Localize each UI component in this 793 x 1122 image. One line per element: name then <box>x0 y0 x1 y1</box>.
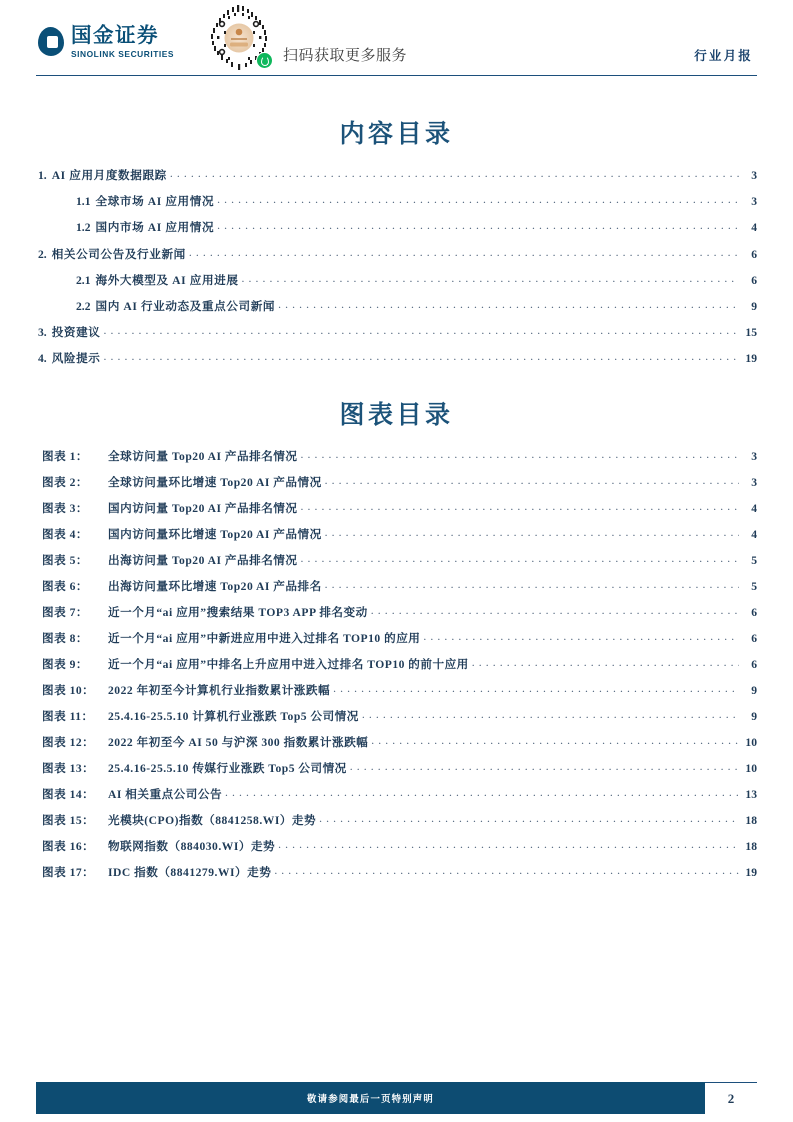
figure-leader-dots <box>423 631 739 641</box>
figure-entry-label: 全球访问量环比增速 Top20 AI 产品情况 <box>108 475 322 489</box>
figure-entry-page: 13 <box>745 787 757 801</box>
toc-entry-page: 6 <box>751 273 757 287</box>
company-logo <box>38 26 174 58</box>
page-header <box>0 0 793 78</box>
toc-leader-dots <box>189 247 739 257</box>
toc-entry-number: 3. <box>38 326 47 340</box>
toc-entry-page: 6 <box>751 247 757 261</box>
figure-entry-key: 图表 4： <box>42 527 88 541</box>
figure-entry-label: 25.4.16-25.5.10 计算机行业涨跌 Top5 公司情况 <box>108 709 359 723</box>
toc-entry-number: 2.2 <box>76 299 91 313</box>
figure-entry-page: 5 <box>751 579 757 593</box>
figure-entry-key: 图表 16： <box>42 839 95 853</box>
figure-entry-label: 国内访问量环比增速 Top20 AI 产品情况 <box>108 527 322 541</box>
figure-leader-dots <box>472 657 739 667</box>
figure-entry-label: 全球访问量 Top20 AI 产品排名情况 <box>108 449 298 463</box>
figure-entry-page: 10 <box>745 735 757 749</box>
figure-leader-dots <box>325 475 739 485</box>
figure-entry[interactable] <box>36 659 757 671</box>
toc-leader-dots <box>242 273 739 283</box>
figure-entry[interactable] <box>36 815 757 827</box>
figure-entry-label: IDC 指数（8841279.WI）走势 <box>108 865 272 879</box>
toc-entry-label: 相关公司公告及行业新闻 <box>51 247 186 261</box>
toc-entry[interactable] <box>36 222 757 234</box>
figure-leader-dots <box>300 501 739 511</box>
figure-entry[interactable] <box>36 711 757 723</box>
toc-leader-dots <box>278 299 739 309</box>
figure-leader-dots <box>225 787 739 797</box>
toc-entry[interactable] <box>36 275 757 287</box>
qr-code-icon[interactable] <box>204 3 274 73</box>
footer-page-box <box>705 1082 757 1115</box>
toc-entry-number: 1.2 <box>76 221 91 235</box>
figure-leader-dots <box>325 579 739 589</box>
figure-entry-key: 图表 8： <box>42 631 88 645</box>
figure-entry-page: 3 <box>751 475 757 489</box>
toc-leader-dots <box>217 220 739 230</box>
footer-disclaimer: 敬请参阅最后一页特别声明 <box>307 1095 434 1105</box>
page-content <box>36 78 757 893</box>
toc-entry-page: 3 <box>751 195 757 209</box>
figure-entry-key: 图表 6： <box>42 579 88 593</box>
qr-caption: 扫码获取更多服务 <box>283 46 408 64</box>
figure-leader-dots <box>371 605 739 615</box>
toc-entry[interactable] <box>36 353 757 365</box>
sinolink-mark-icon <box>38 27 64 56</box>
figure-entry-key: 图表 3： <box>42 501 88 515</box>
figure-entry-page: 6 <box>751 657 757 671</box>
figure-entry[interactable] <box>36 737 757 749</box>
toc-entry-number: 2.1 <box>76 273 91 287</box>
figure-entry-key: 图表 15： <box>42 813 95 827</box>
figure-entry-page: 9 <box>751 683 757 697</box>
toc-entry-label: 投资建议 <box>51 326 101 340</box>
figure-leader-dots <box>319 813 739 823</box>
figure-entry[interactable] <box>36 763 757 775</box>
header-divider <box>36 75 757 76</box>
figure-entry-key: 图表 12： <box>42 735 95 749</box>
toc-entry[interactable] <box>36 301 757 313</box>
toc-leader-dots <box>170 168 739 178</box>
toc-entry-label: AI 应用月度数据跟踪 <box>51 169 167 182</box>
figure-entry-page: 6 <box>751 605 757 619</box>
figure-entry-label: 出海访问量环比增速 Top20 AI 产品排名 <box>108 579 322 593</box>
page-number: 2 <box>727 1091 735 1106</box>
figure-entry-label: 出海访问量 Top20 AI 产品排名情况 <box>108 553 298 567</box>
figure-entry-label: 光模块(CPO)指数（8841258.WI）走势 <box>108 813 317 827</box>
figure-entry-key: 图表 5： <box>42 553 88 567</box>
figure-entry-key: 图表 13： <box>42 761 95 775</box>
toc-entry-label: 国内 AI 行业动态及重点公司新闻 <box>95 299 276 313</box>
toc-entry-page: 19 <box>745 352 757 366</box>
toc-heading: 内容目录 <box>339 121 454 148</box>
figure-entry-page: 4 <box>751 501 757 515</box>
figure-entry-page: 18 <box>745 813 757 827</box>
figure-entry-page: 10 <box>745 761 757 775</box>
toc-entry-page: 15 <box>745 326 757 340</box>
figure-entry[interactable] <box>36 555 757 567</box>
toc-entry-label: 国内市场 AI 应用情况 <box>95 221 215 235</box>
figure-entry-page: 6 <box>751 631 757 645</box>
figure-entry-label: 近一个月“ai 应用”中新进应用中进入过排名 TOP10 的应用 <box>108 631 421 645</box>
toc-entry-number: 2. <box>38 247 47 261</box>
figure-leader-dots <box>350 761 739 771</box>
figure-leader-dots <box>274 865 739 875</box>
figure-leader-dots <box>333 683 739 693</box>
figure-entry-label: 2022 年初至今 AI 50 与沪深 300 指数累计涨跌幅 <box>108 735 369 749</box>
figure-entry[interactable] <box>36 451 757 463</box>
figure-entry[interactable] <box>36 529 757 541</box>
figure-entry-key: 图表 11： <box>42 709 94 723</box>
figure-entry-key: 图表 2： <box>42 475 88 489</box>
brand-name-cn: 国金证券 <box>71 24 159 47</box>
figure-entry-label: 近一个月“ai 应用”搜索结果 TOP3 APP 排名变动 <box>108 605 368 619</box>
toc-entry-label: 风险提示 <box>51 352 101 366</box>
toc-entry[interactable] <box>36 249 757 261</box>
figure-entry[interactable] <box>36 789 757 801</box>
figure-leader-dots <box>362 709 739 719</box>
toc-entry-number: 1. <box>38 169 47 182</box>
figure-entry-key: 图表 9： <box>42 657 88 671</box>
figure-entry[interactable] <box>36 841 757 853</box>
toc-entry-page: 3 <box>751 169 757 182</box>
toc-entry-label: 全球市场 AI 应用情况 <box>95 195 215 209</box>
figure-entry-label: 物联网指数（884030.WI）走势 <box>108 839 276 853</box>
figure-entry[interactable] <box>36 867 757 879</box>
brand-name-en: SINOLINK SECURITIES <box>71 48 175 59</box>
figure-entry-key: 图表 7： <box>42 605 88 619</box>
toc-entry-page: 4 <box>751 221 757 235</box>
figure-entry[interactable] <box>36 477 757 489</box>
qr-promo <box>204 3 407 73</box>
figure-entry-key: 图表 10： <box>42 683 95 697</box>
figure-entry[interactable] <box>36 633 757 645</box>
figure-entry-key: 图表 14： <box>42 787 95 801</box>
figure-entry-label: 国内访问量 Top20 AI 产品排名情况 <box>108 501 298 515</box>
toc-entry[interactable] <box>36 170 757 182</box>
toc-entry-number: 1.1 <box>76 195 91 209</box>
toc-leader-dots <box>103 351 739 361</box>
toc-leader-dots <box>103 325 739 335</box>
toc-entry-number: 4. <box>38 352 47 366</box>
figure-entry[interactable] <box>36 581 757 593</box>
figure-entry-label: 2022 年初至今计算机行业指数累计涨跌幅 <box>108 683 331 697</box>
figure-leader-dots <box>325 527 739 537</box>
figure-entry-page: 5 <box>751 553 757 567</box>
figure-leader-dots <box>300 553 739 563</box>
figure-leader-dots <box>371 735 739 745</box>
figure-leader-dots <box>300 449 739 459</box>
figure-entry-page: 18 <box>745 839 757 853</box>
figure-leader-dots <box>278 839 739 849</box>
figure-index-heading: 图表目录 <box>339 401 454 429</box>
figure-entry[interactable] <box>36 503 757 515</box>
toc-leader-dots <box>217 194 739 204</box>
table-of-contents <box>36 170 757 365</box>
figure-entry-key: 图表 1： <box>42 449 88 463</box>
figure-entry-page: 9 <box>751 709 757 723</box>
wechat-badge-icon <box>256 52 273 69</box>
figure-entry-page: 4 <box>751 527 757 541</box>
toc-entry-label: 海外大模型及 AI 应用进展 <box>95 273 239 287</box>
figure-entry-label: 近一个月“ai 应用”中排名上升应用中进入过排名 TOP10 的前十应用 <box>108 657 469 671</box>
figure-index <box>36 451 757 878</box>
figure-entry-key: 图表 17： <box>42 865 95 879</box>
figure-entry-label: AI 相关重点公司公告 <box>108 787 223 801</box>
figure-entry[interactable] <box>36 607 757 619</box>
figure-entry-page: 19 <box>745 865 757 879</box>
toc-entry[interactable] <box>36 196 757 208</box>
toc-entry-page: 9 <box>751 299 757 313</box>
toc-entry[interactable] <box>36 327 757 339</box>
figure-entry-label: 25.4.16-25.5.10 传媒行业涨跌 Top5 公司情况 <box>108 761 347 775</box>
document-type-label: 行业月报 <box>694 49 753 63</box>
page-footer <box>0 1074 793 1122</box>
figure-entry-page: 3 <box>751 449 757 463</box>
figure-entry[interactable] <box>36 685 757 697</box>
